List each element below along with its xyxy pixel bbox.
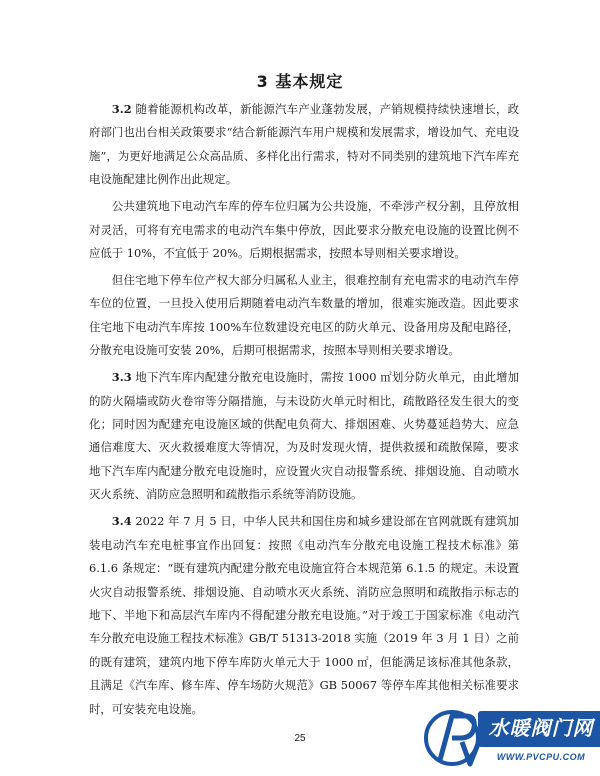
paragraph-text: 但住宅地下停车位产权大部分归属私人业主，很难控制有充电需求的电动汽车停车位的位置，一旦投入使用后期随着电动汽车数量的增加，很难实施改造。因此要求住宅地下电动汽车库按 100%车位数建设充电区的防火单元、设备用房及配电路径，分散充电设施可安装 20%，后期可根据需求，按照本导则相关要求增设。	[89, 273, 519, 358]
section-heading: 3 基本规定	[256, 72, 344, 91]
paragraph-text: 公共建筑地下电动汽车库的停车位归属为公共设施，不牵涉产权分割，且停放相对灵活，可将有充电需求的电动汽车集中停放，因此要求分散充电设施的设置比例不应低于 10%，不宜低于 20%。后期根据需求，按照本导则相关要求增设。	[89, 199, 519, 261]
paragraph-text: 随着能源机构改革，新能源汽车产业蓬勃发展，产销规模持续快速增长，政府部门也出台相关政策要求“结合新能源汽车用户规模和发展需求，增设加气、充电设施”，为更好地满足公众高品质、多样化出行需求，特对不同类别的建筑地下汽车库充电设施配建比例作出此规定。	[89, 102, 519, 187]
paragraph-text: 2022 年 7 月 5 日，中华人民共和国住房和城乡建设部在官网就既有建筑加装电动汽车充电桩事宜作出回复：按照《电动汽车分散充电设施工程技术标准》第 6.1.6 条规定：“既有建筑内配建分散充电设施宜符合本规范第 6.1.5 的规定。未设置火灾自动报警系统、排烟设施、自动喷水灭火系统、消防应急照明和疏散指示标志的地下、半地下和高层汽车库内不得配建分散充电设施。”对于竣工于国家标准《电动汽车分散充电设施工程技术标准》GB/T 51313-2018 实施（2019 年 3 月 1 日）之前的既有建筑，建筑内地下停车库防火单元大于 1000 ㎡，但能满足该标准其他条款，且满足《汽车库、修车库、停车场防火规范》GB 50067 等停车库其他相关标准要求时，可安装充电设施。	[89, 514, 519, 716]
watermark-logo-icon	[422, 704, 484, 770]
paragraph-3-4	[89, 510, 519, 721]
paragraph-text: 地下汽车库内配建分散充电设施时，需按 1000 ㎡划分防火单元，由此增加的防火隔墙或防火卷帘等分隔措施，与未设防火单元时相比，疏散路径发生很大的变化；同时因为配建充电设施区域的供配电负荷大、排烟困难、火势蔓延趋势大、应急通信难度大、灭火救援难度大等情况，为及时发现火情，提供救援和疏散保障，要求地下汽车库内配建分散充电设施时，应设置火灾自动报警系统、排烟设施、自动喷水灭火系统、消防应急照明和疏散指示系统等消防设施。	[89, 370, 519, 502]
paragraph-public-parking	[89, 195, 519, 265]
paragraph-3-2	[89, 98, 519, 192]
page-number: 25	[294, 733, 306, 744]
watermark-site-name: 水暖阀门网	[488, 716, 594, 740]
site-watermark	[422, 700, 600, 776]
document-body	[89, 98, 519, 721]
watermark-url: WWW.PVCPU.COM	[496, 752, 586, 762]
clause-number: 3.3	[111, 370, 132, 385]
paragraph-residential-parking	[89, 269, 519, 363]
clause-number: 3.2	[111, 102, 132, 116]
clause-number: 3.4	[111, 514, 132, 529]
paragraph-3-3	[89, 366, 519, 506]
